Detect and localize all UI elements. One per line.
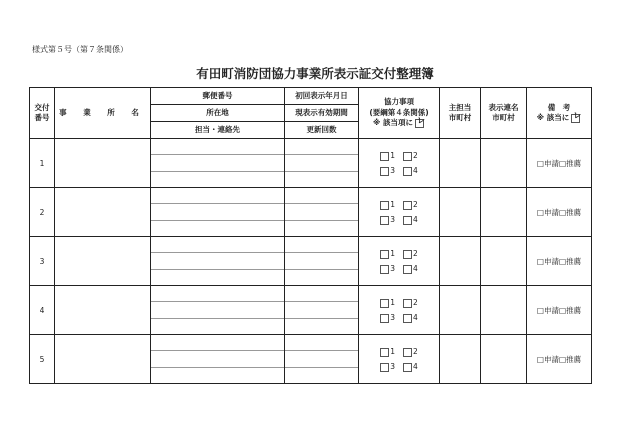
business-name-cell[interactable] [55,139,151,188]
town-in-charge-cell[interactable] [440,335,481,384]
form-number: 様式第５号（第７条関係） [32,45,128,54]
cooperation-options: 1 2 3 4 [359,188,440,237]
checkbox-icon[interactable] [403,216,412,225]
town-in-charge-cell[interactable] [440,237,481,286]
checkbox-icon[interactable] [403,265,412,274]
checkbox-icon[interactable] [380,265,389,274]
remarks-cell[interactable]: □申請□推薦 [527,335,592,384]
register-table [29,87,592,384]
header-row-1 [30,88,592,105]
checkbox-icon[interactable] [380,299,389,308]
date-period-renewal-cell[interactable] [285,237,359,286]
document-title: 有田町消防団協力事業所表示証交付整理簿 [196,66,434,81]
checkbox-icon[interactable] [403,167,412,176]
checkbox-icon[interactable] [380,363,389,372]
table-row [30,335,592,384]
checkbox-icon[interactable] [403,314,412,323]
display-town-cell[interactable] [481,237,527,286]
header-validity-period: 現表示有効期間 [285,105,359,122]
town-in-charge-cell[interactable] [440,139,481,188]
checkbox-icon [415,115,425,128]
checkbox-icon [571,110,582,123]
check-mark: レ [416,115,425,125]
table-row [30,286,592,335]
checkbox-icon[interactable] [403,363,412,372]
checkbox-icon[interactable] [403,201,412,210]
remarks-cell[interactable]: □申請□推薦 [527,139,592,188]
date-period-renewal-cell[interactable] [285,335,359,384]
row-number: 1 [30,139,55,188]
postal-address-contact-cell[interactable] [151,286,285,335]
town-in-charge-cell[interactable] [440,188,481,237]
header-postal-code: 郵便番号 [151,88,285,105]
business-name-cell[interactable] [55,237,151,286]
postal-address-contact-cell[interactable] [151,237,285,286]
checkbox-icon[interactable] [403,299,412,308]
header-business-name: 事 業 所 名 [55,88,151,139]
postal-address-contact-cell[interactable] [151,139,285,188]
row-number: 5 [30,335,55,384]
row-number: 4 [30,286,55,335]
checkbox-icon[interactable] [380,348,389,357]
cooperation-options: 1 2 3 4 [359,335,440,384]
header-cooperation: 協力事項 (要綱第４条関係) ※ 該当項に レ [359,88,440,139]
header-contact: 担当・連絡先 [151,122,285,139]
checkbox-icon[interactable] [380,216,389,225]
date-period-renewal-cell[interactable] [285,286,359,335]
display-town-cell[interactable] [481,188,527,237]
row-number: 3 [30,237,55,286]
checkbox-icon[interactable] [403,152,412,161]
checkbox-icon[interactable] [380,167,389,176]
table-row [30,237,592,286]
header-address: 所在地 [151,105,285,122]
checkbox-icon[interactable] [380,314,389,323]
remarks-cell[interactable]: □申請□推薦 [527,237,592,286]
display-town-cell[interactable] [481,335,527,384]
business-name-cell[interactable] [55,335,151,384]
business-name-cell[interactable] [55,188,151,237]
display-town-cell[interactable] [481,286,527,335]
date-period-renewal-cell[interactable] [285,188,359,237]
header-renewal-count: 更新回数 [285,122,359,139]
checkbox-icon[interactable] [380,152,389,161]
town-in-charge-cell[interactable] [440,286,481,335]
table-row [30,139,592,188]
business-name-cell[interactable] [55,286,151,335]
remarks-cell[interactable]: □申請□推薦 [527,188,592,237]
header-town-in-charge: 主担当 市町村 [440,88,481,139]
header-display-town: 表示連名 市町村 [481,88,527,139]
checkbox-icon[interactable] [403,250,412,259]
remarks-cell[interactable]: □申請□推薦 [527,286,592,335]
check-mark: レ [573,110,582,120]
row-number: 2 [30,188,55,237]
header-first-display-date: 初回表示年月日 [285,88,359,105]
cooperation-options: 1 2 3 4 [359,286,440,335]
display-town-cell[interactable] [481,139,527,188]
header-issue-no: 交付 番号 [30,88,55,139]
checkbox-icon[interactable] [380,201,389,210]
postal-address-contact-cell[interactable] [151,335,285,384]
checkbox-icon[interactable] [380,250,389,259]
header-remarks: 備 考 ※ 該当に レ [527,88,592,139]
checkbox-icon[interactable] [403,348,412,357]
postal-address-contact-cell[interactable] [151,188,285,237]
table-row [30,188,592,237]
date-period-renewal-cell[interactable] [285,139,359,188]
cooperation-options: 1 2 3 4 [359,237,440,286]
cooperation-options: 1 2 3 4 [359,139,440,188]
